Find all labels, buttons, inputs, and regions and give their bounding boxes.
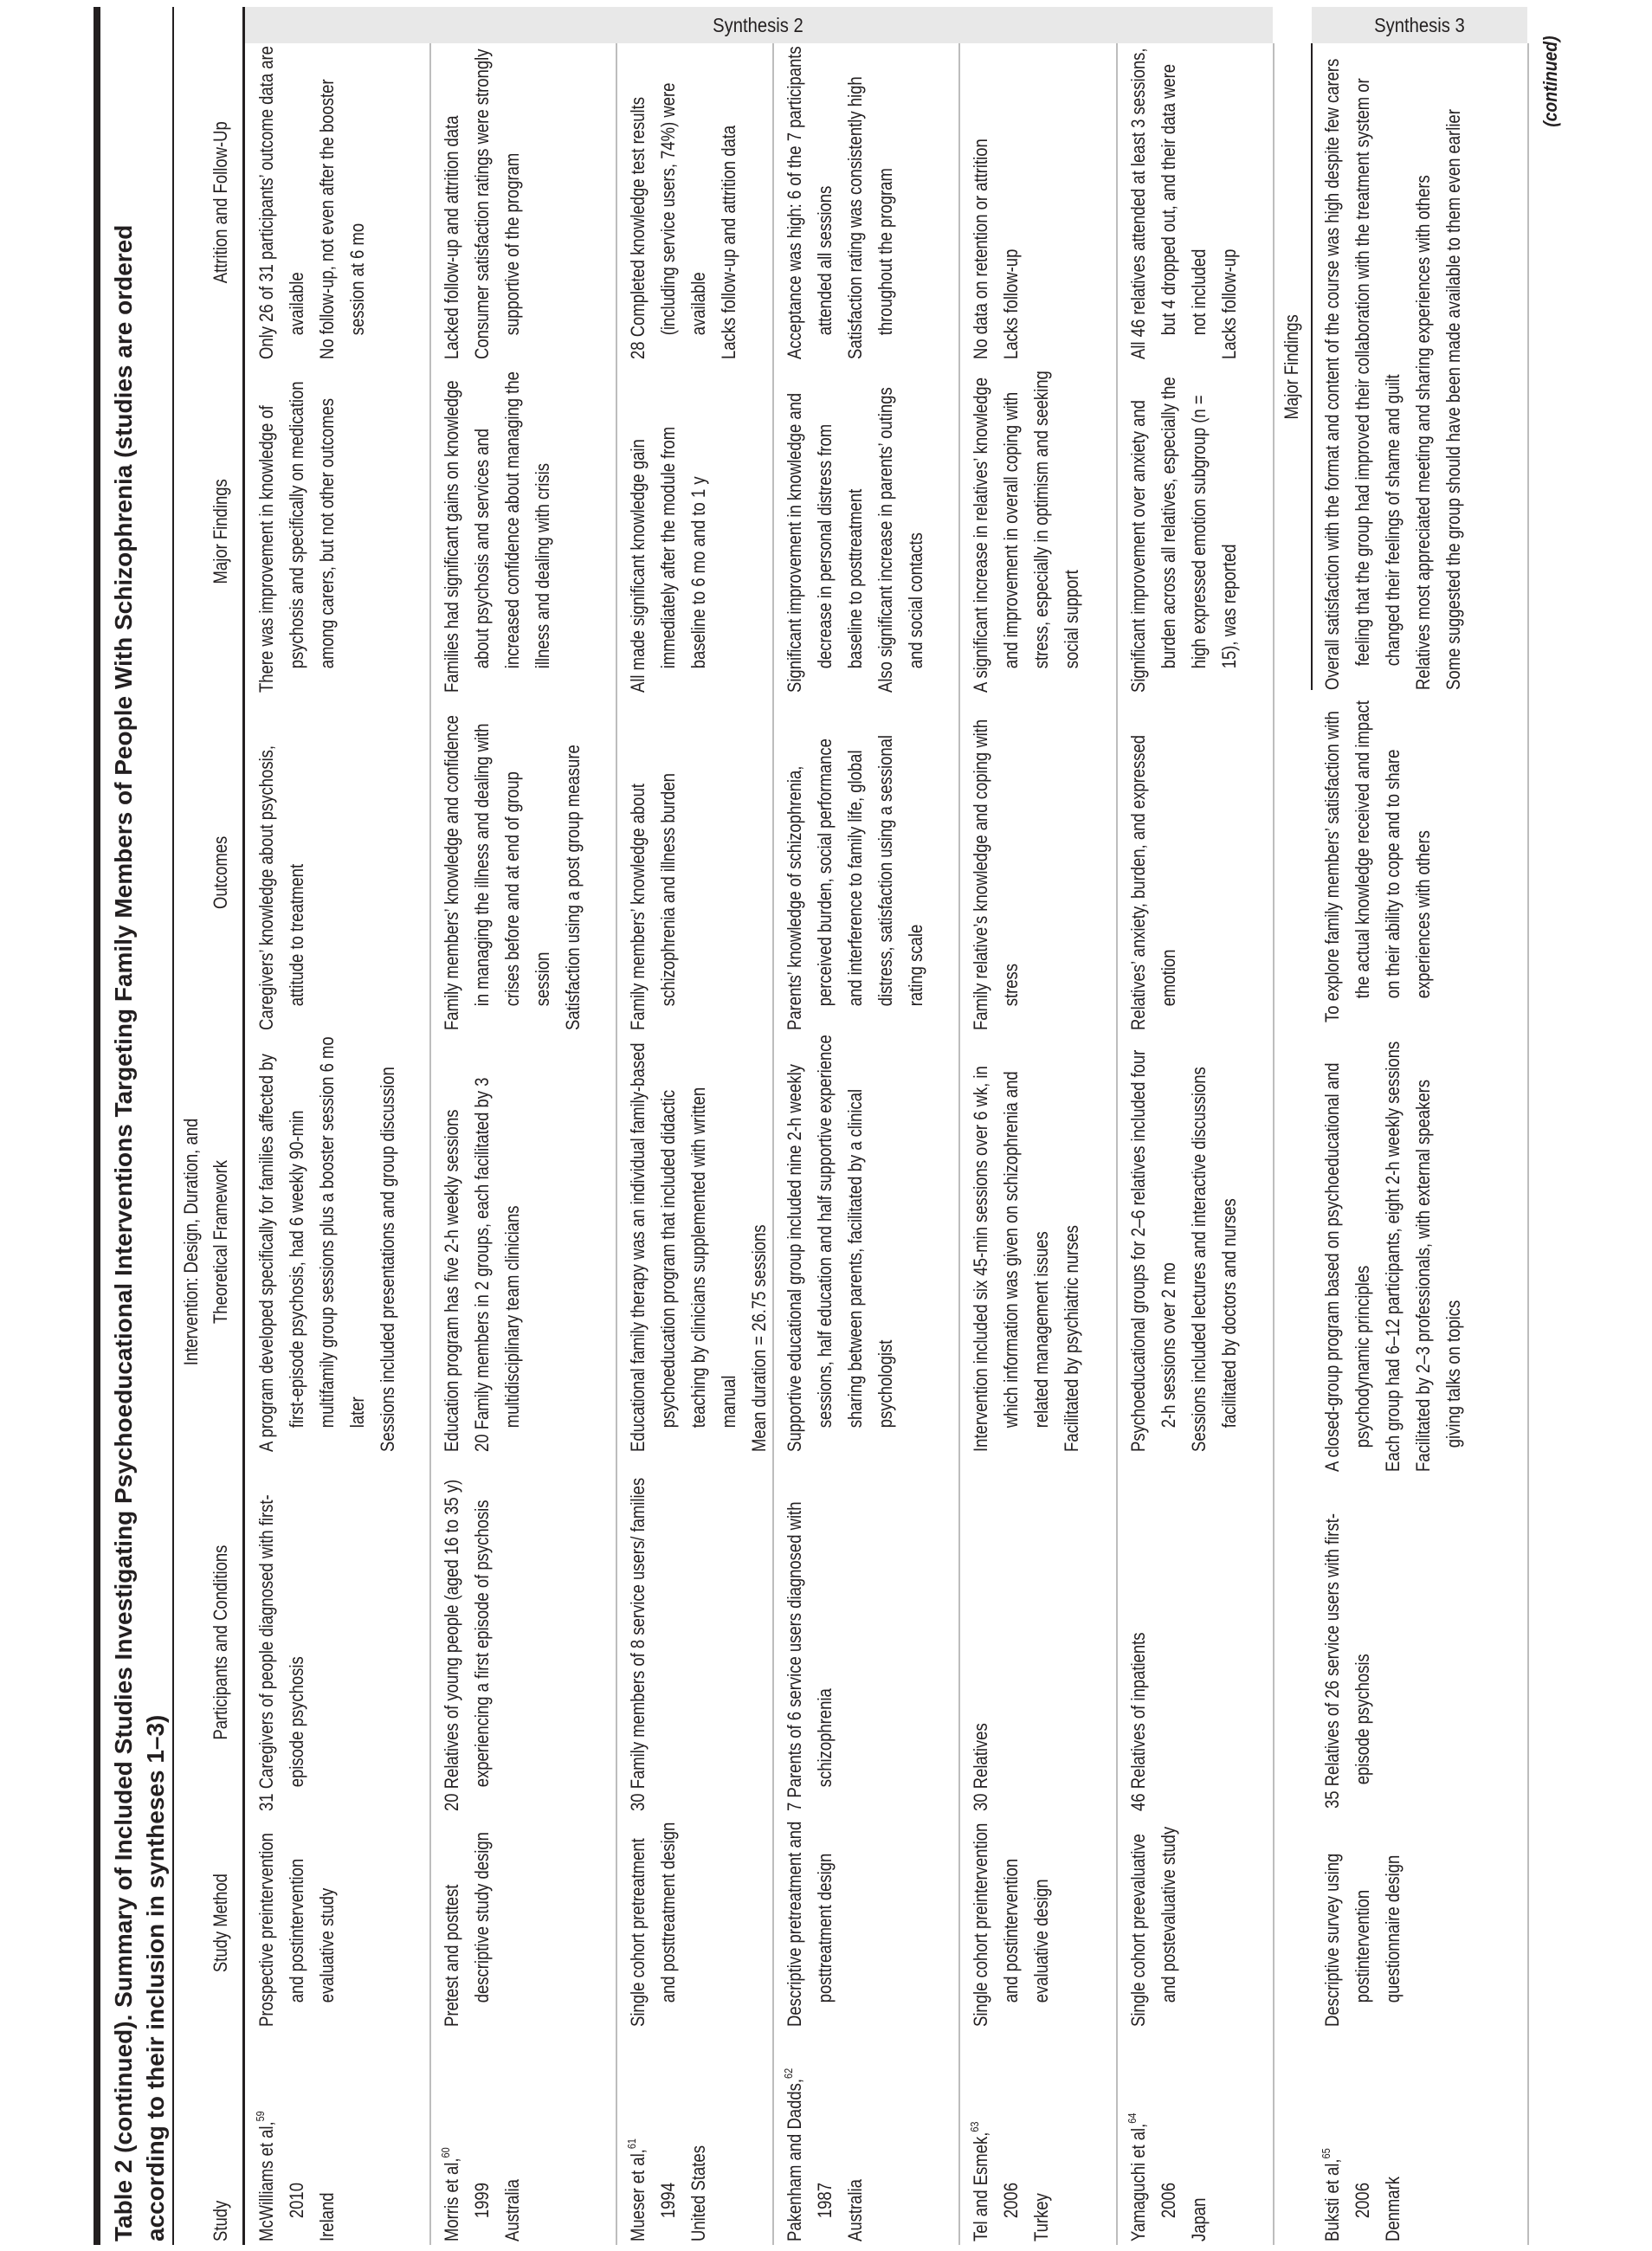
attrition-item: Lacks follow-up and attrition data <box>718 125 739 359</box>
study-name <box>1123 2034 1153 2241</box>
participants-text: 46 Relatives of inpatients <box>1127 1632 1149 1811</box>
study-country: Japan <box>1188 2197 1210 2241</box>
attrition-item: Only 26 of 31 participants’ outcome data are available <box>255 46 307 359</box>
header-intervention-label: Intervention: Design, Duration, and Theoretical Framework <box>180 1118 231 1366</box>
study-year: 1987 <box>814 2182 836 2219</box>
attrition-cell <box>1123 46 1244 359</box>
outcomes-cell <box>436 714 588 1030</box>
intervention-item: Education program has five 2-h weekly sessions <box>441 1109 462 1452</box>
study-country: Australia <box>501 2179 523 2241</box>
study-method-text: Descriptive survey using postintervention questionnaire design <box>1321 1853 1404 2027</box>
reference-number: 63 <box>968 2121 981 2132</box>
attrition-cell <box>436 46 527 359</box>
study-name <box>623 2034 653 2241</box>
row-separator <box>1527 43 1529 2245</box>
study-year: 2006 <box>1000 2182 1022 2219</box>
findings-item: A significant increase in relatives’ knowledge and improvement in overall coping with stress, especially in optimism and seeking social support <box>970 371 1082 693</box>
study-cell <box>436 2034 527 2241</box>
header-outcomes <box>172 714 243 1030</box>
header-participants-label: Participants and Conditions <box>210 1545 231 1740</box>
attrition-item: No data on retention or attrition <box>970 139 991 359</box>
participants-cell <box>779 1474 840 1811</box>
findings-cell <box>779 371 931 693</box>
synthesis-3-label: Synthesis 3 <box>1374 13 1465 36</box>
synthesis-3-findings-header <box>1273 43 1312 690</box>
findings-item: Overall satisfaction with the format and content of the course was high despite few carers feeling that the group had improved their collaboration with the treatment system or changed their feelings of shame and guilt <box>1321 58 1404 690</box>
findings-cell <box>1317 43 1468 690</box>
participants-text: 35 Relatives of 26 service users with first-episode psychosis <box>1321 1513 1373 1809</box>
reference-number: 64 <box>1126 2112 1139 2124</box>
outcomes-cell <box>965 714 1026 1030</box>
study-method-text: Prospective preintervention and postintervention evaluative study <box>255 1833 338 2027</box>
outcomes-cell <box>1123 714 1184 1030</box>
table-title-line-1: Table 2 (continued). Summary of Included Studies Investigating Psychoeducational Interventions Targeting Family Members of People With Schizophrenia (studies are ordered <box>110 224 137 2241</box>
participants-cell <box>251 1474 312 1811</box>
header-attrition <box>172 46 243 359</box>
study-method-cell <box>965 1819 1056 2027</box>
intervention-item: 20 Family members in 2 groups, each facilitated by 3 multidisciplinary team clinicians <box>471 1077 523 1452</box>
attrition-cell <box>623 46 744 359</box>
header-study-method <box>172 1819 243 2027</box>
row-separator <box>616 43 617 2245</box>
reference-number: 59 <box>254 2111 267 2122</box>
header-outcomes-label: Outcomes <box>210 835 231 909</box>
header-study-method-label: Study Method <box>210 1873 231 1973</box>
outcomes-cell <box>251 714 312 1030</box>
outcomes-item: Satisfaction using a post group measure <box>562 745 584 1030</box>
study-method-text: Single cohort preevaluative and postevaluative study <box>1127 1826 1179 2027</box>
intervention-cell <box>436 1032 527 1452</box>
reference-number: 61 <box>625 2138 638 2150</box>
outcomes-cell <box>1317 698 1438 1022</box>
study-method-cell <box>623 1819 683 2027</box>
study-author: Yamaguchi et al, <box>1127 2123 1149 2241</box>
intervention-item: Intervention included six 45-min sessions over 6 wk, in which information was given on schizophrenia and related management issues <box>970 1066 1052 1452</box>
attrition-item: Satisfaction rating was consistently high throughout the program <box>844 76 896 359</box>
study-method-cell <box>779 1819 840 2027</box>
attrition-item: 28 Completed knowledge test results (including service users, 74%) were available <box>627 82 709 359</box>
attrition-cell <box>779 46 900 359</box>
study-cell <box>965 2034 1056 2241</box>
study-country: Ireland <box>316 2192 338 2241</box>
study-name <box>1317 2034 1347 2241</box>
outcomes-item: Parents’ knowledge of schizophrenia, perceived burden, social performance and interference to family life, global distress, satisfaction using a sessional rating scale <box>784 734 926 1030</box>
table-title <box>107 225 171 2241</box>
study-name <box>251 2034 281 2241</box>
header-major-findings-label: Major Findings <box>210 479 231 584</box>
participants-text: 30 Relatives <box>970 1723 991 1811</box>
study-author: Tel and Esmek, <box>970 2132 991 2241</box>
study-name <box>436 2034 467 2241</box>
attrition-item: Lacks follow-up <box>1000 248 1022 359</box>
table-title-line-2: according to their inclusion in syntheses 1–3) <box>142 1714 169 2241</box>
attrition-cell <box>251 46 372 359</box>
intervention-item: Supportive educational group included nine 2-h weekly sessions, half education and half supportive experience sharing between parents, facilitated by a clinical psychologist <box>784 1035 896 1452</box>
findings-cell <box>436 371 558 693</box>
participants-cell <box>1123 1474 1153 1811</box>
header-intervention <box>172 1032 243 1452</box>
outcomes-cell <box>623 714 683 1030</box>
outcomes-item: Relatives’ anxiety, burden, and expressed emotion <box>1127 734 1179 1030</box>
intervention-item: Sessions included presentations and group discussion <box>377 1067 398 1452</box>
study-country: Denmark <box>1382 2177 1404 2241</box>
study-cell <box>1123 2034 1214 2241</box>
participants-text: 20 Relatives of young people (aged 16 to 35 y) experiencing a first episode of psychosis <box>441 1479 493 1811</box>
synthesis-3-findings-header-label: Major Findings <box>1281 313 1302 420</box>
study-method-cell <box>251 1819 342 2027</box>
outcomes-item: Family relative’s knowledge and coping with stress <box>970 719 1022 1030</box>
study-method-cell <box>436 1819 497 2027</box>
title-top-rule <box>94 7 100 2245</box>
study-method-cell <box>1317 1819 1408 2027</box>
header-attrition-label: Attrition and Follow-Up <box>210 121 231 284</box>
study-cell <box>1317 2034 1408 2241</box>
attrition-item: No follow-up, not even after the booster session at 6 mo <box>316 79 368 359</box>
outcomes-item: Family members’ knowledge about schizophrenia and illness burden <box>627 773 679 1030</box>
intervention-cell <box>251 1032 403 1452</box>
attrition-item: Acceptance was high: 6 of the 7 participants attended all sessions <box>784 46 836 359</box>
findings-item: Some suggested the group should have been made available to them even earlier <box>1442 109 1464 690</box>
attrition-item: Lacks follow-up <box>1218 248 1240 359</box>
synthesis-3-header-rule <box>1311 43 1313 690</box>
study-author: Mueser et al, <box>627 2149 649 2241</box>
findings-item: Significant improvement in knowledge and decrease in personal distress from baseline to posttreatment <box>784 392 866 693</box>
study-method-text: Descriptive pretreatment and posttreatment design <box>784 1821 836 2027</box>
study-author: Morris et al, <box>441 2157 462 2241</box>
study-year: 1999 <box>471 2182 493 2219</box>
findings-cell <box>251 371 342 693</box>
intervention-item: Sessions included lectures and interactive discussions facilitated by doctors and nurses <box>1188 1067 1240 1452</box>
participants-cell <box>1317 1475 1378 1809</box>
participants-cell <box>965 1474 996 1811</box>
study-cell <box>779 2034 870 2241</box>
study-name <box>965 2034 996 2241</box>
row-separator <box>958 43 960 2245</box>
reference-number: 62 <box>782 2067 795 2079</box>
outcomes-item: Caregivers’ knowledge about psychosis, attitude to treatment <box>255 745 307 1030</box>
study-author: McWilliams et al, <box>255 2121 277 2241</box>
synthesis-2-label: Synthesis 2 <box>712 13 803 36</box>
header-major-findings <box>172 371 243 693</box>
findings-cell <box>965 371 1087 693</box>
study-country: United States <box>687 2145 709 2241</box>
intervention-cell <box>965 1032 1087 1452</box>
study-year: 1994 <box>657 2182 679 2219</box>
findings-cell <box>1123 371 1244 693</box>
study-author: Pakenham and Dadds, <box>784 2078 805 2241</box>
study-country: Turkey <box>1030 2193 1052 2241</box>
header-bottom-rule <box>242 7 245 2245</box>
findings-item: Significant improvement over anxiety and burden across all relatives, especially the high expressed emotion subgroup (n = 15), was reported <box>1127 377 1240 693</box>
attrition-item: Consumer satisfaction ratings were strongly supportive of the program <box>471 48 523 359</box>
participants-cell <box>436 1474 497 1811</box>
study-year: 2006 <box>1158 2182 1179 2219</box>
study-country: Australia <box>844 2179 866 2241</box>
study-method-text: Single cohort pretreatment and posttreatment design <box>627 1822 679 2027</box>
findings-item: All made significant knowledge gain immediately after the module from baseline to 6 mo and to 1 y <box>627 426 709 693</box>
header-participants <box>172 1474 243 1811</box>
participants-text: 30 Family members of 8 service users/ families <box>627 1477 649 1811</box>
findings-item: There was improvement in knowledge of psychosis and specifically on medication among carers, but not other outcomes <box>255 381 338 693</box>
study-method-text: Pretest and posttest descriptive study design <box>441 1832 493 2027</box>
intervention-cell <box>1123 1032 1244 1452</box>
findings-item: Families had significant gains on knowledge about psychosis and services and increased confidence about managing the illness and dealing with crisis <box>441 371 553 693</box>
intervention-cell <box>779 1032 900 1452</box>
reference-number: 65 <box>1320 2148 1333 2159</box>
outcomes-item: Family members’ knowledge and confidence in managing the illness and dealing with crises before and at end of group session <box>441 715 553 1030</box>
study-year: 2010 <box>286 2182 307 2219</box>
outcomes-item: To explore family members’ satisfaction with the actual knowledge received and impact on their ability to cope and to share experiences with others <box>1321 700 1434 1022</box>
outcomes-cell <box>779 714 931 1030</box>
study-method-cell <box>1123 1819 1184 2027</box>
study-author: Buksti et al, <box>1321 2158 1343 2241</box>
intervention-item: A closed-group program based on psychoeducational and psychodynamic principles <box>1321 1062 1373 1472</box>
intervention-item: Facilitated by psychiatric nurses <box>1061 1225 1082 1452</box>
intervention-cell <box>1317 1039 1468 1472</box>
study-name <box>779 2034 810 2241</box>
row-separator <box>1116 43 1118 2245</box>
intervention-item: Psychoeducational groups for 2–6 relatives included four 2-h sessions over 2 mo <box>1127 1049 1179 1452</box>
participants-text: 7 Parents of 6 service users diagnosed with schizophrenia <box>784 1501 836 1811</box>
study-cell <box>251 2034 342 2241</box>
study-method-text: Single cohort preintervention and postintervention evaluative design <box>970 1822 1052 2027</box>
continued-note: (continued) <box>1539 35 1561 127</box>
participants-text: 31 Caregivers of people diagnosed with first-episode psychosis <box>255 1494 307 1811</box>
reference-number: 60 <box>439 2147 452 2158</box>
findings-item: Also significant increase in parents’ outings and social contacts <box>874 387 926 693</box>
intervention-item: Mean duration = 26.75 sessions <box>748 1224 770 1452</box>
intervention-item: Each group had 6–12 participants, eight 2-h weekly sessions <box>1382 1041 1404 1472</box>
intervention-item: A program developed specifically for families affected by first-episode psychosis, had 6 weekly 90-min multifamily group sessions plus a booster session 6 mo later <box>255 1036 368 1452</box>
findings-cell <box>623 371 713 693</box>
findings-item: Relatives most appreciated meeting and sharing experiences with others <box>1412 175 1434 690</box>
header-study <box>172 2034 243 2241</box>
intervention-item: Educational family therapy was an individual family-based psychoeducation program that included didactic teaching by clinicians supplemented with written manual <box>627 1042 739 1452</box>
attrition-item: All 46 relatives attended at least 3 sessions, but 4 dropped out, and their data were not included <box>1127 48 1210 359</box>
intervention-item: Facilitated by 2–3 professionals, with external speakers giving talks on topics <box>1412 1080 1464 1472</box>
attrition-item: Lacked follow-up and attrition data <box>441 115 462 359</box>
row-separator <box>429 43 431 2245</box>
study-year: 2006 <box>1352 2182 1373 2219</box>
study-cell <box>623 2034 713 2241</box>
intervention-cell <box>623 1032 774 1452</box>
header-study-label: Study <box>210 2200 231 2241</box>
attrition-cell <box>965 46 1026 359</box>
participants-cell <box>623 1474 653 1811</box>
